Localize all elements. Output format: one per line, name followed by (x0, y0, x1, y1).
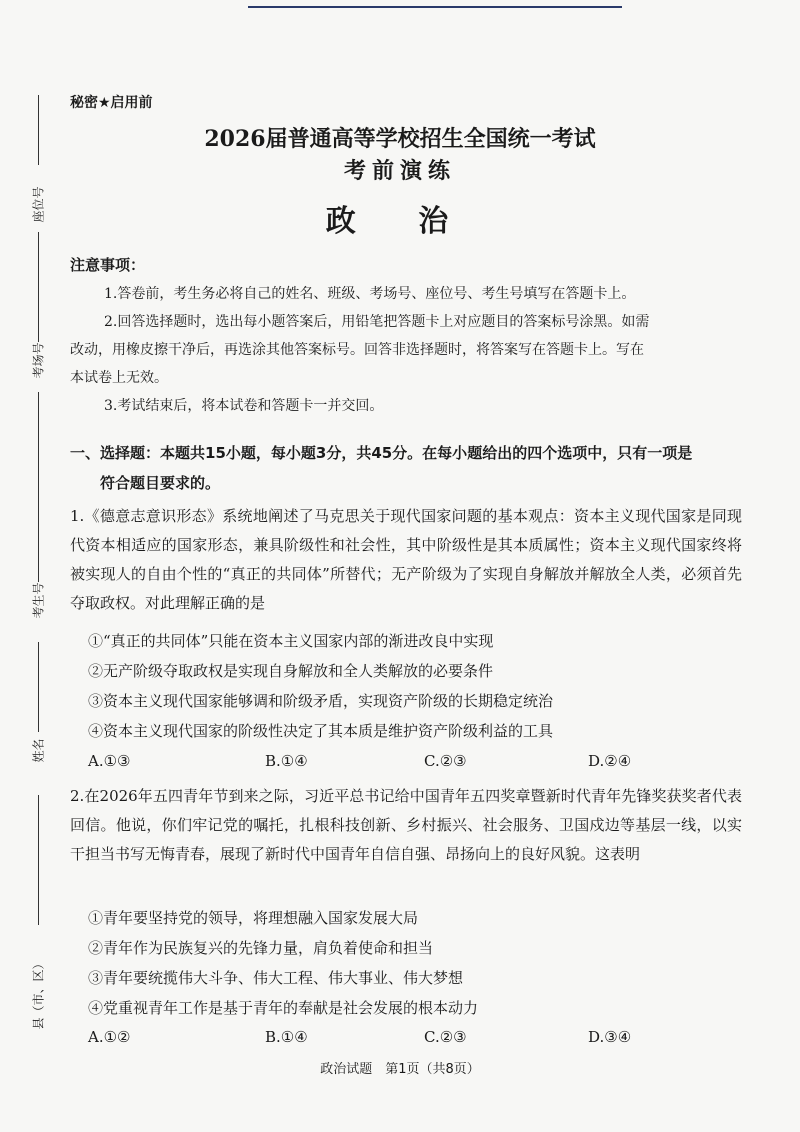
top-edge-line (248, 6, 622, 8)
side-label-name: 姓名 (31, 738, 46, 763)
question-1-option-2: ②无产阶级夺取政权是实现自身解放和全人类解放的必要条件 (88, 662, 494, 680)
question-2-option-2: ②青年作为民族复兴的先锋力量，肩负着使命和担当 (88, 939, 434, 957)
question-1-answer-d: D.②④ (588, 752, 632, 770)
question-1-stem: 1.《德意志意识形态》系统地阐述了马克思关于现代国家问题的基本观点：资本主义现代国家是同现代资本相适应的国家形态，兼具阶级性和社会性，其中阶级性是其本质属性；资本主义现代国家终将被实现人的自由个性的“真正的共同体”所替代；无产阶级为了实现自身解放并解放全人类，必须首先夺取政权。对此理解正确的是 (70, 507, 742, 612)
question-2-answer-d: D.③④ (588, 1028, 632, 1046)
question-2-answer-a: A.①② (88, 1028, 131, 1046)
question-1-answer-b: B.①④ (265, 752, 308, 770)
question-1-answer-c: C.②③ (424, 752, 467, 770)
question-1-answer-a: A.①③ (88, 752, 131, 770)
question-1-option-3: ③资本主义现代国家能够调和阶级矛盾，实现资产阶级的长期稳定统治 (88, 692, 554, 710)
secret-label: 秘密★启用前 (70, 95, 153, 111)
notes-heading: 注意事项： (70, 256, 146, 274)
side-label-room: 考场号 (31, 342, 46, 379)
exam-title: 2026届普通高等学校招生全国统一考试 (204, 126, 596, 152)
section-heading (70, 438, 740, 498)
question-2-option-3: ③青年要统揽伟大斗争、伟大工程、伟大事业、伟大梦想 (88, 969, 464, 987)
exam-subtitle: 考前演练 (343, 158, 456, 184)
margin-line-exam-no (38, 392, 39, 582)
margin-line-name (38, 642, 39, 732)
section-heading-line2: 符合题目要求的。 (100, 474, 221, 492)
question-2-option-1: ①青年要坚持党的领导，将理想融入国家发展大局 (88, 909, 419, 927)
margin-line-room (38, 232, 39, 342)
note-item-2-line1: 2.回答选择题时，选出每小题答案后，用铅笔把答题卡上对应题目的答案标号涂黑。如需 (104, 314, 650, 330)
side-label-exam-no: 考生号 (31, 582, 46, 619)
subject-title: 政 治 (325, 204, 475, 239)
question-2-option-4: ④党重视青年工作是基于青年的奉献是社会发展的根本动力 (88, 999, 479, 1017)
note-item-3: 3.考试结束后，将本试卷和答题卡一并交回。 (104, 398, 384, 414)
question-1-option-4: ④资本主义现代国家的阶级性决定了其本质是维护资产阶级利益的工具 (88, 722, 554, 740)
side-label-seat: 座位号 (31, 186, 46, 223)
margin-line-county (38, 795, 39, 925)
question-1-option-1: ①“真正的共同体”只能在资本主义国家内部的渐进改良中实现 (88, 632, 494, 650)
question-2-answer-c: C.②③ (424, 1028, 467, 1046)
note-item-2-line2: 改动，用橡皮擦干净后，再选涂其他答案标号。回答非选择题时，将答案写在答题卡上。写在 (70, 342, 644, 358)
question-2-stem: 2.在2026年五四青年节到来之际，习近平总书记给中国青年五四奖章暨新时代青年先锋奖获奖者代表回信。他说，你们牢记党的嘱托，扎根科技创新、乡村振兴、社会服务、卫国戍边等基层一线，以实干担当书写无悔青春，展现了新时代中国青年自信自强、昂扬向上的良好风貌。这表明 (70, 787, 742, 863)
section-heading-line1: 一、选择题：本题共15小题，每小题3分，共45分。在每小题给出的四个选项中，只有一项是 (70, 444, 693, 462)
note-item-1: 1.答卷前，考生务必将自己的姓名、班级、考场号、座位号、考生号填写在答题卡上。 (104, 286, 636, 302)
question-2-answer-b: B.①④ (265, 1028, 308, 1046)
page-footer: 政治试题 第1页（共8页） (320, 1062, 480, 1077)
side-label-county: 县（市、区） (31, 957, 46, 1030)
note-item-2-line3: 本试卷上无效。 (70, 370, 168, 386)
